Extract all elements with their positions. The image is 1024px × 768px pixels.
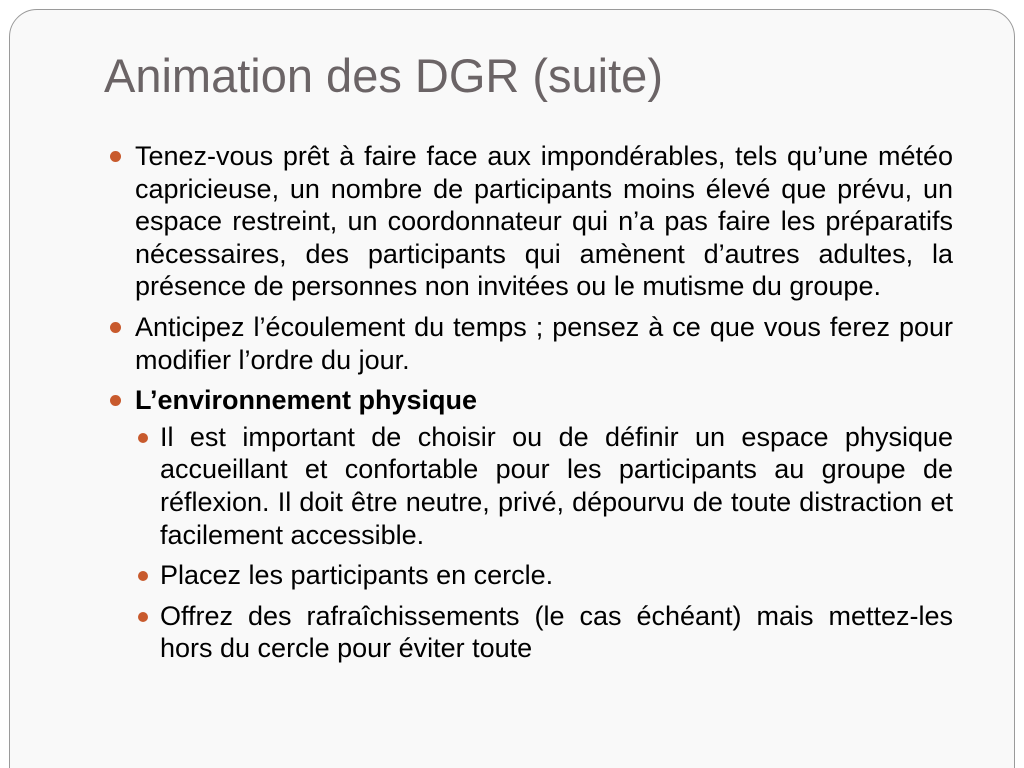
bullet-text: Tenez-vous prêt à faire face aux impondérables, tels qu’une météo capricieuse, un nombre de participants moins élevé que prévu, un espace restreint, un coordonnateur qui n’a pas faire les préparatifs nécessaires, des participants qui amènent d’autres adultes, la présence de personnes non invitées ou le mutisme du groupe. [135, 141, 953, 302]
sub-bullet-dot-icon [138, 612, 148, 622]
sub-bullet-dot-icon [138, 571, 148, 581]
bullet-text: Anticipez l’écoulement du temps ; pensez à ce que vous ferez pour modifier l’ordre du jour. [135, 311, 953, 375]
sub-bullet-text: Offrez des rafraîchissements (le cas échéant) mais mettez-les hors du cercle pour éviter toute [160, 600, 953, 664]
bullet-list [106, 140, 953, 673]
sub-bullet-item-space [135, 421, 953, 551]
sub-bullet-dot-icon [138, 433, 148, 443]
bullet-dot-icon [110, 322, 121, 333]
sub-bullet-list [135, 421, 953, 665]
bullet-item-environment [106, 384, 953, 665]
section-heading: L’environnement physique [135, 385, 478, 416]
bullet-item-unforeseen [106, 140, 953, 303]
sub-bullet-item-refreshments [135, 600, 953, 665]
sub-bullet-item-circle [135, 559, 953, 592]
sub-bullet-text: Il est important de choisir ou de définir un espace physique accueillant et confortable pour les participants au groupe de réflexion. Il doit être neutre, privé, dépourvu de toute distraction et facilement accessible. [160, 421, 953, 550]
bullet-item-time [106, 311, 953, 376]
slide-title: Animation des DGR (suite) [104, 49, 663, 102]
bullet-dot-icon [110, 151, 121, 162]
bullet-dot-icon [110, 395, 121, 406]
sub-bullet-text: Placez les participants en cercle. [160, 560, 554, 591]
